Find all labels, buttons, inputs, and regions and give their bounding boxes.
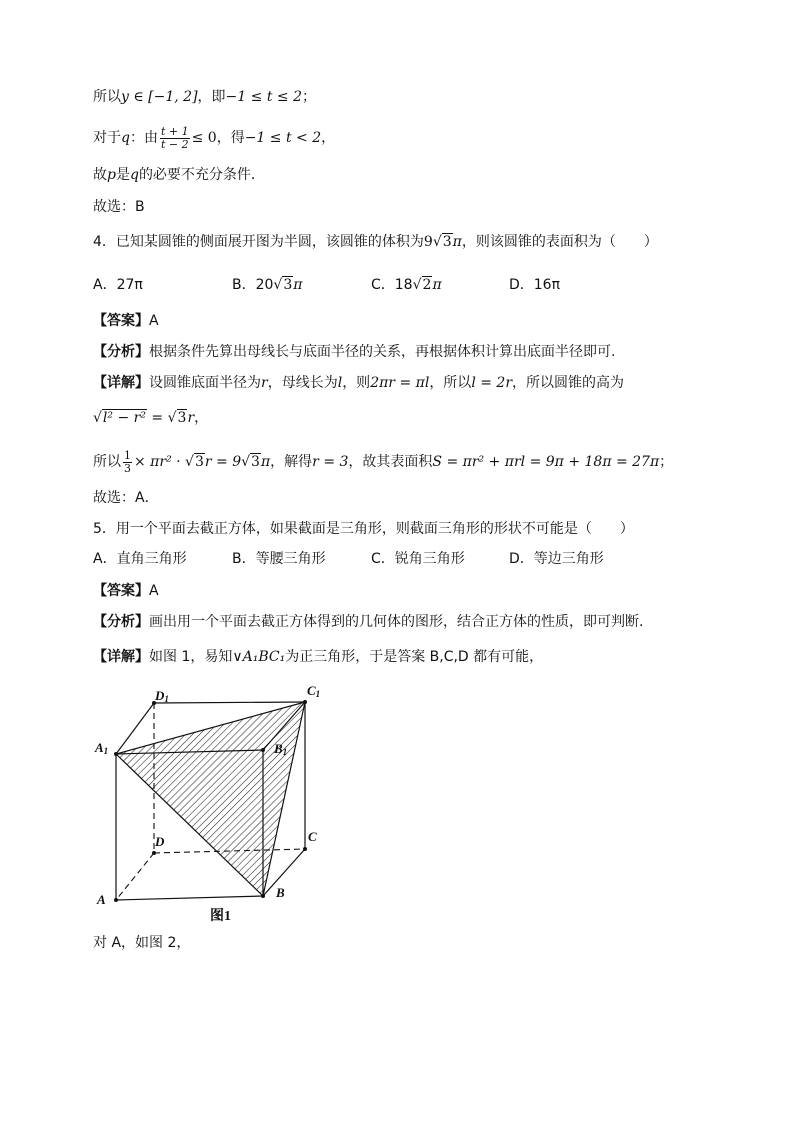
q5-option-c: C．锐角三角形 <box>371 551 465 567</box>
q4-option-c: C．18√2π <box>371 277 442 293</box>
q4-detail: 【详解】设圆锥底面半径为r，母线长为l，则2πr = πl，所以l = 2r，所以圆锥的高为 <box>93 375 625 391</box>
label-a: A <box>97 892 106 907</box>
q4-choose: 故选：A． <box>93 490 159 506</box>
q5-detail: 【详解】如图 1，易知∨A₁BC₁为正三角形，于是答案 B,C,D 都有可能， <box>93 649 544 665</box>
q5-stem: 5．用一个平面去截正方体，如果截面是三角形，则截面三角形的形状不可能是（ ） <box>93 521 634 537</box>
q4-volume-formula: 所以 $\frac{1}{3}$ × πr² · √3r = 9√3π，解得r = 3，故其表面积S = πr² + πrl = 9π + 18π = 27π； <box>93 448 674 475</box>
fraction: $\frac{1}{3}$ <box>124 448 131 475</box>
q5-analysis: 【分析】画出用一个平面去截正方体得到的几何体的图形，结合正方体的性质，即可判断. <box>93 614 644 630</box>
q4-option-d: D．16π <box>509 277 561 293</box>
q4-answer: 【答案】A <box>93 313 159 329</box>
label-b: B <box>276 885 285 900</box>
q5-option-a: A．直角三角形 <box>93 551 187 567</box>
cube-figure <box>93 678 353 928</box>
q4-option-b: B．20√3π <box>232 277 303 293</box>
label-c: C <box>308 829 317 844</box>
figure-caption: 图1 <box>210 909 231 924</box>
label-c1: C1 <box>307 683 321 699</box>
q5-last-line: 对 A，如图 2， <box>93 935 191 951</box>
q4-analysis: 【分析】根据条件先算出母线长与底面半径的关系，再根据体积计算出底面半径即可. <box>93 344 616 360</box>
q4-option-a: A．27π <box>93 277 143 293</box>
text-line-3: 故p是q的必要不充分条件． <box>93 167 265 183</box>
label-d: D <box>155 834 165 849</box>
cross-section-triangle <box>116 702 305 896</box>
text-line-1: 所以y ∈ [−1, 2]，即−1 ≤ t ≤ 2； <box>93 89 316 105</box>
text-line-2: 对于q：由 $\frac{t + 1}{t - 2}$ ≤ 0，得−1 ≤ t < 2， <box>93 124 336 151</box>
q5-answer: 【答案】A <box>93 583 159 599</box>
q4-stem: 4．已知某圆锥的侧面展开图为半圆，该圆锥的体积为9√3π，则该圆锥的表面积为（ ） <box>93 234 658 250</box>
label-d1: D1 <box>155 688 169 704</box>
text-line-4: 故选：B <box>93 199 145 215</box>
label-a1: A1 <box>95 740 109 756</box>
q4-height-formula: √l² − r² = √3r， <box>93 410 209 426</box>
fraction: $\frac{t + 1}{t - 2}$ <box>160 124 189 151</box>
q5-option-d: D．等边三角形 <box>509 551 604 567</box>
label-b1: B1 <box>274 741 288 757</box>
q5-option-b: B．等腰三角形 <box>232 551 326 567</box>
